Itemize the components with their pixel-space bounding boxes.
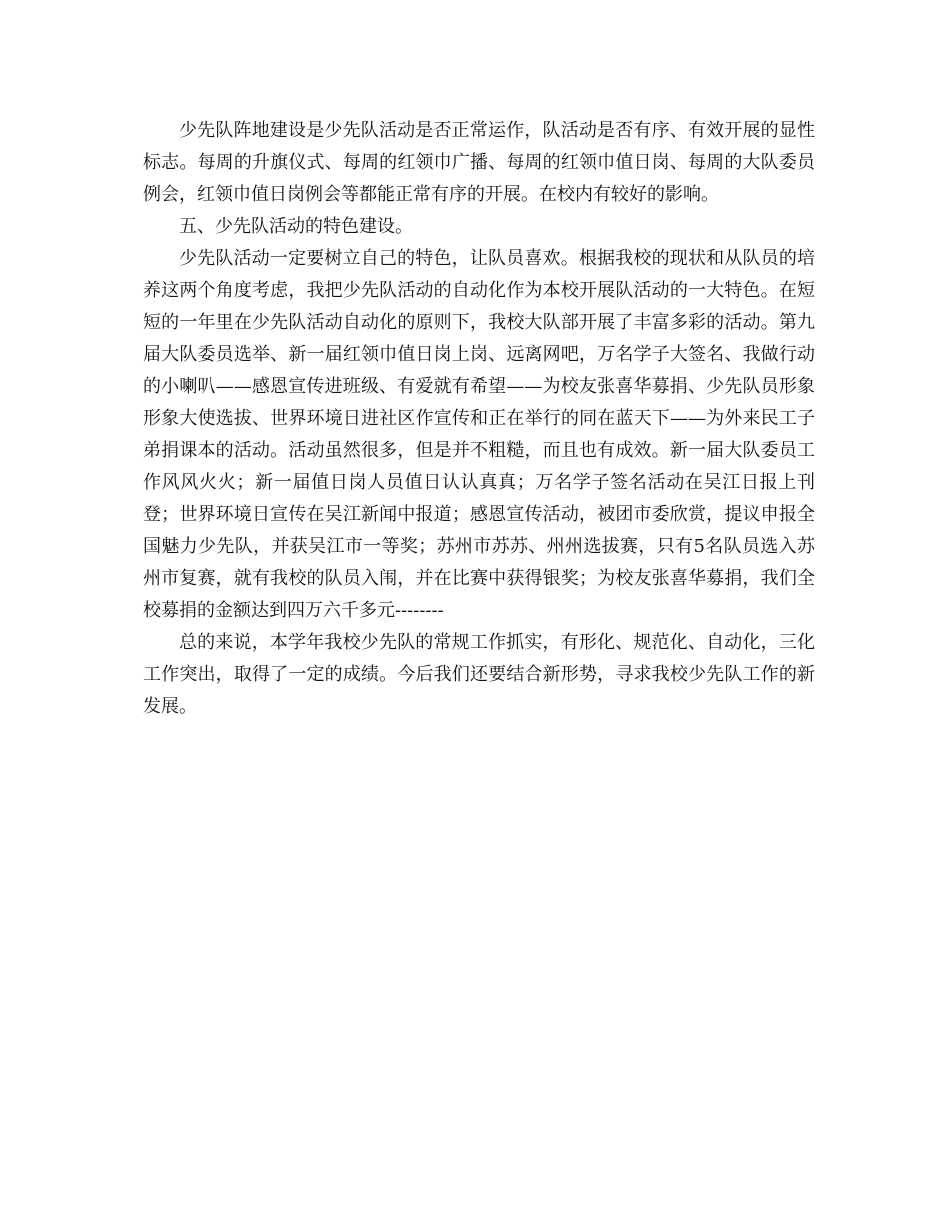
section-heading-featured-activities: 五、少先队活动的特色建设。 [179, 216, 413, 237]
paragraph-summary: 总的来说，本学年我校少先队的常规工作抓实，有形化、规范化、自动化，三化工作突出，取得了一定的成绩。今后我们还要结合新形势，寻求我校少先队工作的新发展。 [143, 632, 815, 717]
paragraph-featured-activities: 少先队活动一定要树立自己的特色，让队员喜欢。根据我校的现状和从队员的培养这两个角度考虑，我把少先队活动的自动化作为本校开展队活动的一大特色。在短短的一年里在少先队活动自动化的原则下，我校大队部开展了丰富多彩的活动。第九届大队委员选举、新一届红领巾值日岗上岗、远离网吧，万名学子大签名、我做行动的小喇叭——感恩宣传进班级、有爱就有希望——为校友张喜华募捐、少先队员形象形象大使选拔、世界环境日进社区作宣传和正在举行的同在蓝天下——为外来民工子弟捐课本的活动。活动虽然很多，但是并不粗糙，而且也有成效。新一届大队委员工作风风火火；新一届值日岗人员值日认认真真；万名学子签名活动在吴江日报上刊登；世界环境日宣传在吴江新闻中报道；感恩宣传活动，被团市委欣赏，提议申报全国魅力少先队，并获吴江市一等奖；苏州市苏苏、州州选拔赛，只有5名队员选入苏州市复赛，就有我校的队员入闱，并在比赛中获得银奖；为校友张喜华募捐，我们全校募捐的金额达到四万六千多元-------- [143, 248, 815, 621]
paragraph-position-building: 少先队阵地建设是少先队活动是否正常运作，队活动是否有序、有效开展的显性标志。每周的升旗仪式、每周的红领巾广播、每周的红领巾值日岗、每周的大队委员例会，红领巾值日岗例会等都能正常有序的开展。在校内有较好的影响。 [143, 120, 815, 205]
document-body [143, 115, 815, 723]
